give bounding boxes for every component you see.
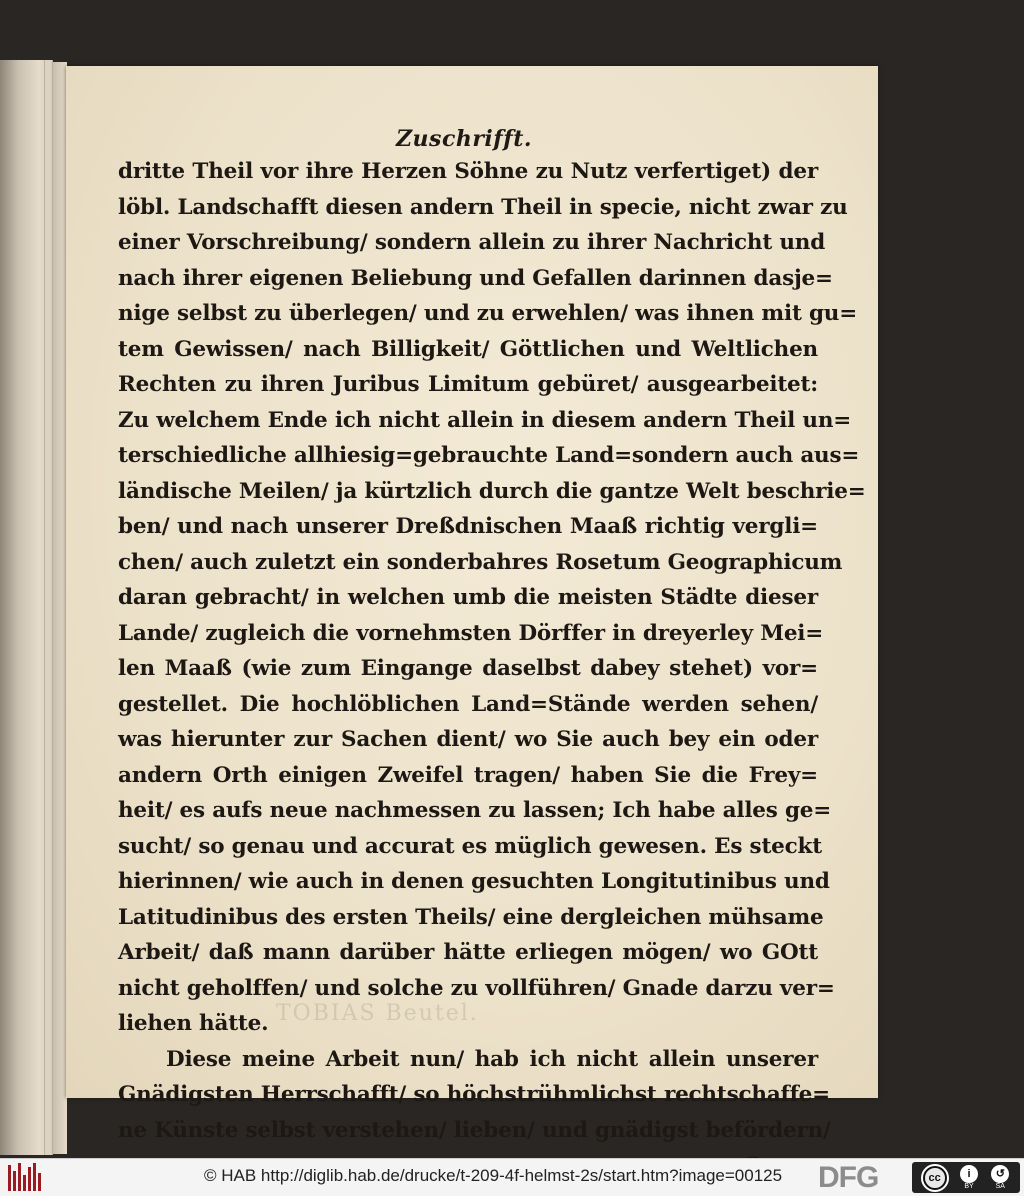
scanned-page bbox=[66, 66, 878, 1143]
text-line: ländische Meilen/ ja kürtzlich durch die gantze Welt beschrie= bbox=[118, 478, 866, 504]
text-line: nige selbst zu überlegen/ und zu erwehlen/ was ihnen mit gu= bbox=[118, 301, 858, 326]
person-icon: i bbox=[960, 1165, 978, 1183]
text-line: Latitudinibus des ersten Theils/ eine dergleichen mühsame bbox=[118, 904, 824, 930]
text-line: Lande/ zugleich die vornehmsten Dörffer in dreyerley Mei= bbox=[118, 620, 824, 646]
cc-by-label: BY bbox=[964, 1182, 974, 1190]
text-line: dritte Theil vor ihre Herzen Söhne zu Nutz verfertiget) der bbox=[118, 159, 818, 184]
cc-sa-label: SA bbox=[995, 1182, 1005, 1190]
dfg-logo: DFG bbox=[818, 1161, 879, 1194]
text-line: hierinnen/ wie auch in denen gesuchten Longitutinibus und bbox=[118, 869, 830, 894]
viewer-footer bbox=[0, 1158, 1024, 1196]
copyright-link[interactable]: © HAB http://diglib.hab.de/drucke/t-209-4f-helmst-2s/start.htm?image=00125 bbox=[204, 1166, 783, 1185]
text-line: Arbeit/ daß mann darüber hätte erliegen mögen/ wo GOtt bbox=[118, 940, 818, 965]
text-line: was hierunter zur Sachen dient/ wo Sie auch bey ein oder bbox=[118, 727, 818, 752]
text-line: löbl. Landschafft diesen andern Theil in specie, nicht zwar zu bbox=[118, 194, 848, 220]
cc-icon: cc bbox=[923, 1166, 947, 1190]
barcode-logo-icon bbox=[8, 1163, 44, 1191]
cc-sa bbox=[991, 1165, 1009, 1191]
cc-license-badge[interactable] bbox=[912, 1162, 1020, 1193]
text-line: chen/ auch zuletzt ein sonderbahres Rosetum Geographicum bbox=[118, 549, 843, 575]
share-alike-icon: ↺ bbox=[991, 1165, 1009, 1183]
cc-by bbox=[960, 1165, 978, 1191]
text-line: sucht/ so genau und accurat es müglich gewesen. Es steckt bbox=[118, 833, 822, 859]
bleed-through-text: TOBIAS Beutel. bbox=[276, 1001, 479, 1026]
text-line: Zu welchem Ende ich nicht allein in diesem andern Theil un= bbox=[118, 407, 852, 433]
text-line: einer Vorschreibung/ sondern allein zu ihrer Nachricht und bbox=[118, 230, 826, 255]
text-line: len Maaß (wie zum Eingange daselbst dabey stehet) vor= bbox=[118, 656, 818, 681]
text-line: ne Künste selbst verstehen/ lieben/ und gnädigst befördern/ bbox=[118, 1117, 831, 1143]
text-line: andern Orth einigen Zweifel tragen/ haben Sie die Frey= bbox=[118, 762, 818, 788]
binding-gutter bbox=[53, 62, 67, 1154]
text-line: Diese meine Arbeit nun/ hab ich nicht allein unserer bbox=[166, 1046, 818, 1072]
text-line: liehen hätte. bbox=[118, 1011, 269, 1036]
text-line: nach ihrer eigenen Beliebung und Gefallen darinnen dasje= bbox=[118, 265, 833, 291]
text-line: tem Gewissen/ nach Billigkeit/ Göttlichen und Weltlichen bbox=[118, 336, 818, 362]
page-stack-stripe bbox=[44, 60, 50, 1155]
text-line: Gnädigsten Herrschafft/ so höchstrühmlichst rechtschaffe= bbox=[118, 1082, 830, 1107]
text-line: terschiedliche allhiesig=gebrauchte Land=sondern auch aus= bbox=[118, 443, 860, 468]
text-line: heit/ es aufs neue nachmessen zu lassen; Ich habe alles ge= bbox=[118, 798, 832, 823]
text-line: ben/ und nach unserer Dreßdnischen Maaß richtig vergli= bbox=[118, 514, 818, 539]
running-header: Zuschrifft. bbox=[396, 126, 533, 152]
text-line: gestellet. Die hochlöblichen Land=Stände werden sehen/ bbox=[118, 691, 818, 717]
text-line: nicht geholffen/ und solche zu vollführen/ Gnade darzu ver= bbox=[118, 975, 835, 1001]
text-line: Rechten zu ihren Juribus Limitum gebüret/ ausgearbeitet: bbox=[118, 372, 818, 397]
text-line: daran gebracht/ in welchen umb die meisten Städte dieser bbox=[118, 585, 818, 610]
